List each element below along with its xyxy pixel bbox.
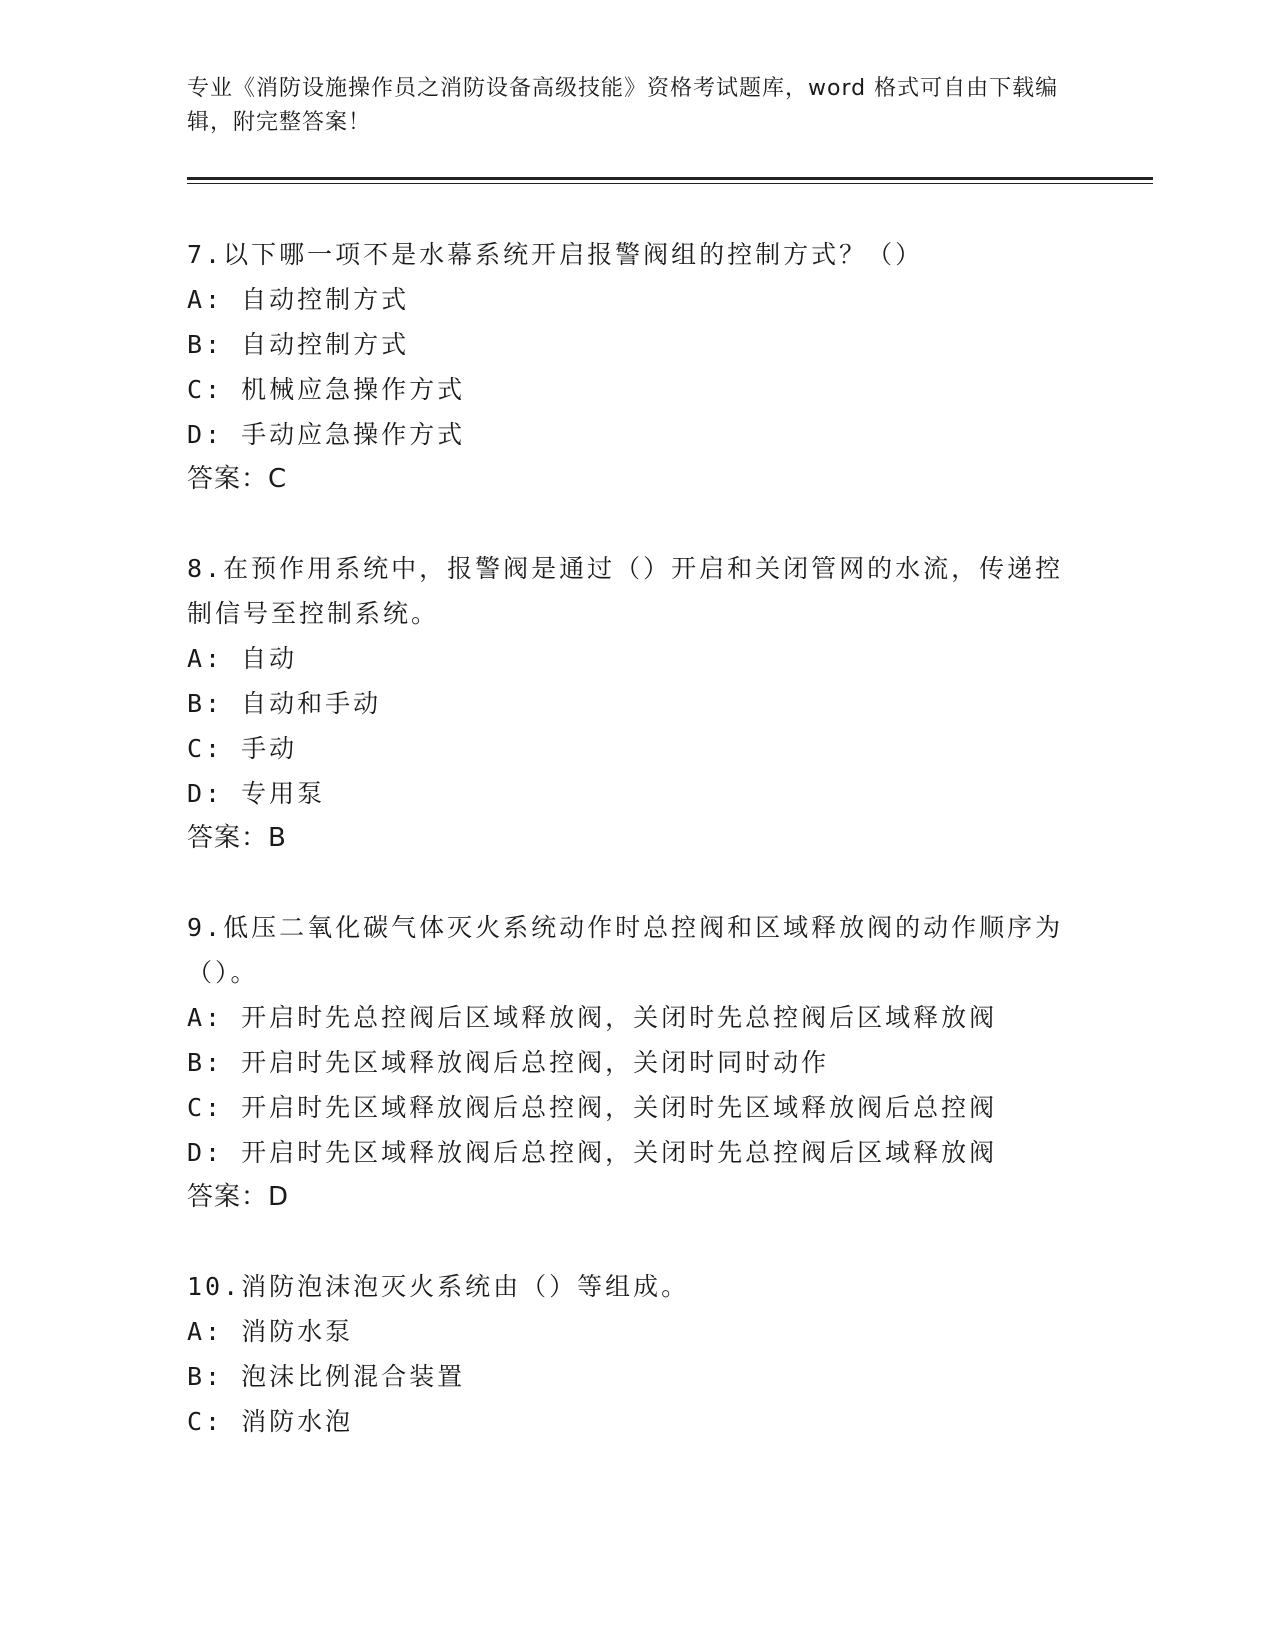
option-c: C: 开启时先区域释放阀后总控阀，关闭时先区域释放阀后总控阀 (187, 1093, 998, 1122)
answer-line: 答案：B (187, 823, 287, 853)
option-b: B: 开启时先区域释放阀后总控阀，关闭时同时动作 (187, 1048, 830, 1077)
option-d: D: 手动应急操作方式 (187, 420, 466, 449)
question-list (187, 232, 1067, 1488)
answer-line: 答案：D (187, 1182, 290, 1212)
question-8 (187, 546, 1067, 861)
question-10 (187, 1264, 1067, 1444)
option-c: C: 机械应急操作方式 (187, 375, 466, 404)
question-7 (187, 232, 1067, 502)
option-a: A: 自动控制方式 (187, 285, 410, 314)
option-b: B: 泡沫比例混合装置 (187, 1362, 466, 1391)
answer-line: 答案：C (187, 464, 288, 494)
option-d: D: 专用泵 (187, 779, 326, 808)
header-divider-thick (187, 177, 1153, 180)
question-stem: 8.在预作用系统中，报警阀是通过（）开启和关闭管网的水流，传递控制信号至控制系统。 (187, 554, 1064, 628)
header-divider-thin (187, 183, 1153, 184)
option-a: A: 开启时先总控阀后区域释放阀，关闭时先总控阀后区域释放阀 (187, 1003, 998, 1032)
option-a: A: 自动 (187, 644, 298, 673)
question-9 (187, 905, 1067, 1220)
question-stem: 9.低压二氧化碳气体灭火系统动作时总控阀和区域释放阀的动作顺序为（）。 (187, 913, 1064, 987)
question-stem: 10.消防泡沫泡灭火系统由（）等组成。 (187, 1272, 690, 1301)
question-stem: 7.以下哪一项不是水幕系统开启报警阀组的控制方式？（） (187, 240, 924, 269)
option-a: A: 消防水泵 (187, 1317, 354, 1346)
option-b: B: 自动控制方式 (187, 330, 410, 359)
option-c: C: 手动 (187, 734, 298, 763)
document-header-note: 专业《消防设施操作员之消防设备高级技能》资格考试题库，word 格式可自由下载编辑，附完整答案！ (187, 76, 1059, 135)
option-d: D: 开启时先区域释放阀后总控阀，关闭时先总控阀后区域释放阀 (187, 1138, 998, 1167)
option-c: C: 消防水泡 (187, 1407, 354, 1436)
option-b: B: 自动和手动 (187, 689, 382, 718)
